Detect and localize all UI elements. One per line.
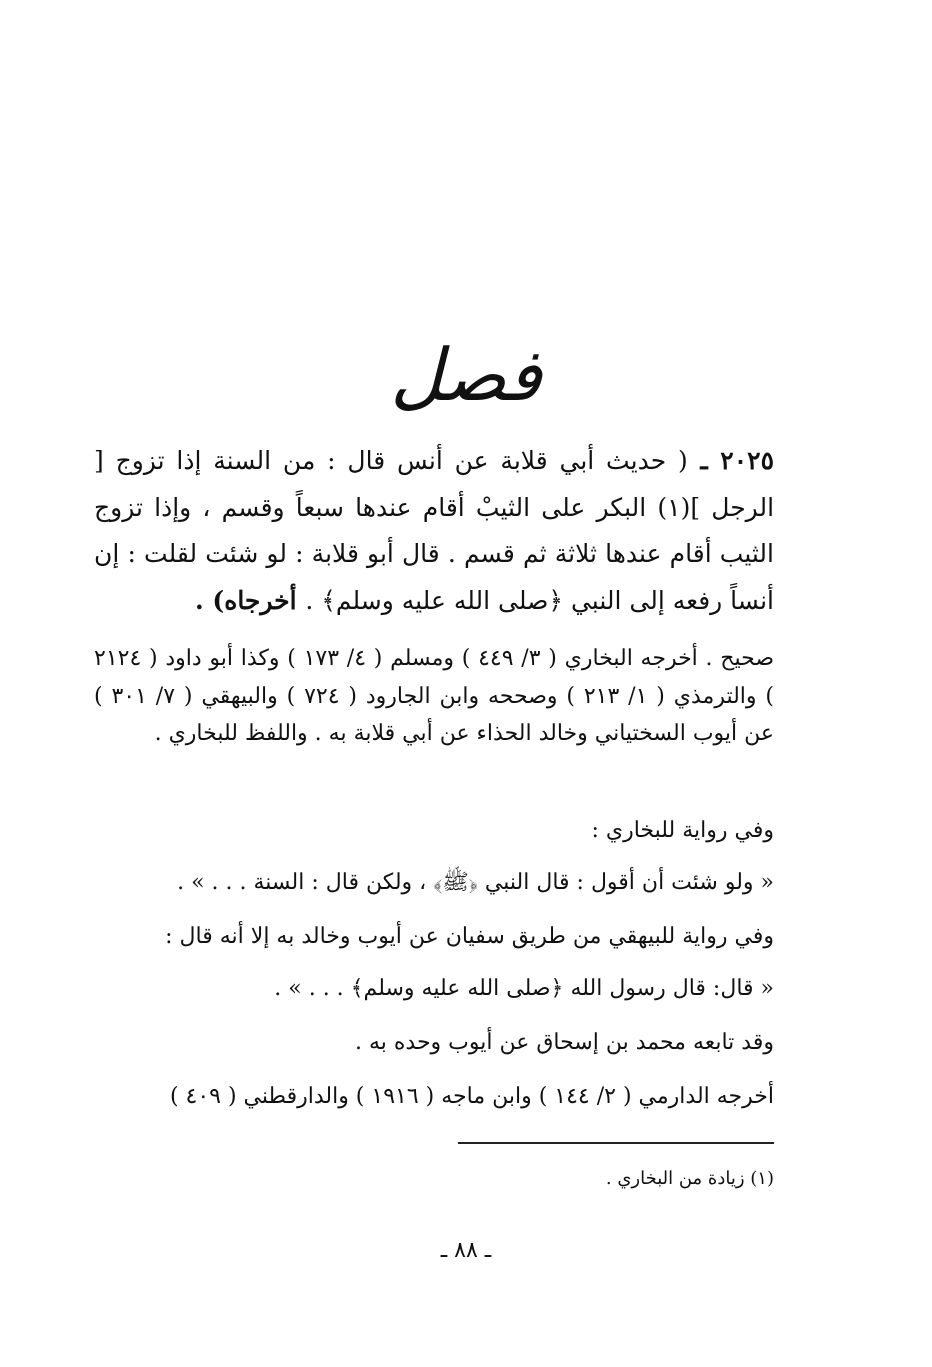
takhrij-paragraph: صحيح . أخرجه البخاري ( ٣/ ٤٤٩ ) ومسلم ( ٤/ ١٧٣ ) وكذا أبو داود ( ٢١٢٤ ) والترمذي ( ١/ ٢١٣ ) وصححه وابن الجارود ( ٧٢٤ ) والبيهقي ( ٧/ ٣٠١ ) عن أيوب السختياني وخالد الحذاء عن أبي قلابة به . واللفظ للبخاري . — [94, 646, 774, 746]
text-line: وقد تابعه محمد بن إسحاق عن أيوب وحده به . — [354, 1030, 774, 1055]
hadith-source: أخرجاه) . — [194, 585, 297, 615]
hadith-number: ٢٠٢٥ ـ — [700, 446, 774, 475]
page-number: ـ ٨٨ ـ — [440, 1238, 492, 1263]
text-line: وفي رواية للبيهقي من طريق سفيان عن أيوب وخالد به إلا أنه قال : — [165, 924, 774, 949]
section-heading: فصل — [390, 333, 542, 417]
hadith-text: ( حديث أبي قلابة عن أنس قال : من السنة إذا تزوج [ الرجل ](١) البكر على الثيبْ أقام عندها سبعاً وقسم ، وإذا تزوج الثيب أقام عندها ثلاثة ثم قسم . قال أبو قلابة : لو شئت لقلت : إن أنساً رفعه إلى النبي ﴿صلى الله عليه وسلم﴾ . — [94, 446, 775, 615]
text-line: « قال: قال رسول الله ﴿صلى الله عليه وسلم﴾ . . . » . — [274, 976, 774, 1001]
footnote: (١) زيادة من البخاري . — [605, 1168, 774, 1189]
hadith-paragraph — [94, 438, 774, 624]
text-line: أخرجه الدارمي ( ٢/ ١٤٤ ) وابن ماجه ( ١٩١٦ ) والدارقطني ( ٤٠٩ ) — [169, 1084, 774, 1109]
footnote-divider — [458, 1142, 774, 1144]
text-line: « ولو شئت أن أقول : قال النبي ﴿ﷺ﴾ ، ولكن قال : السنة . . . » . — [177, 870, 774, 895]
text-line: وفي رواية للبخاري : — [591, 818, 774, 843]
